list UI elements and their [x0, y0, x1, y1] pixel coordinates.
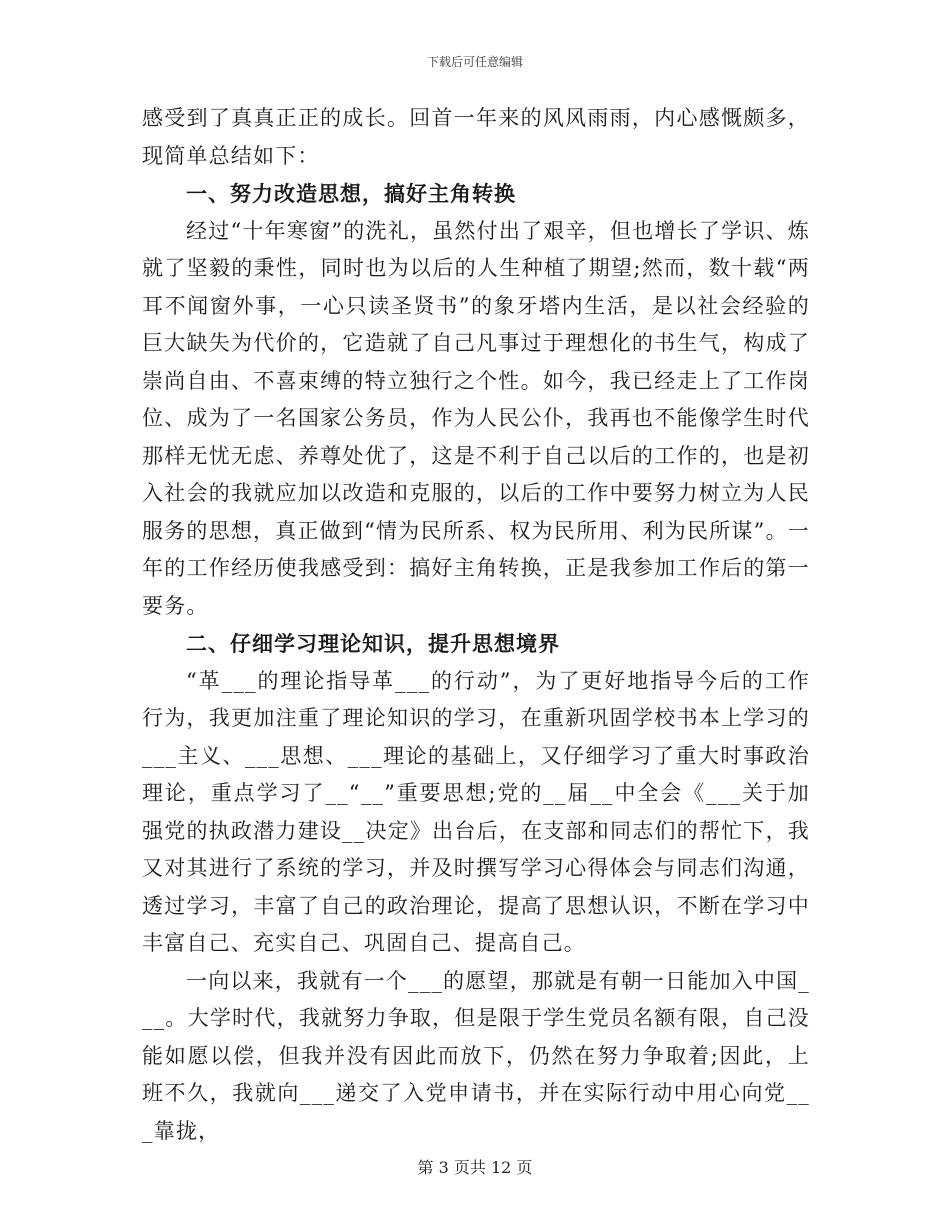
page-header: 下载后可任意编辑	[426, 55, 523, 69]
paragraph-continuation: 感受到了真真正正的成长。回首一年来的风风雨雨，内心感慨颇多，现简单总结如下：	[142, 106, 810, 168]
paragraph-theory-study: “革___的理论指导革___的行动”，为了更好地指导今后的工作行为，我更加注重了理论知识的学习，在重新巩固学校书本上学习的___主义、___思想、___理论的基础上，又仔细学习了重大时事政治理论，重点学习了__“__”重要思想;党的__届__中全会《___关于加强党的执政潜力建设__决定》出台后，在支部和同志们的帮忙下，我又对其进行了系统的学习，并及时撰写学习心得体会与同志们沟通，透过学习，丰富了自己的政治理论，提高了思想认识，不断在学习中丰富自己、充实自己、巩固自己、提高自己。	[142, 668, 810, 955]
section-heading-2: 二、仔细学习理论知识，提升思想境界	[186, 631, 560, 656]
document-body	[142, 100, 810, 1150]
page-number: 第 3 页共 12 页	[417, 1158, 533, 1177]
paragraph-party-aspiration: 一向以来，我就有一个___的愿望，那就是有朝一日能加入中国___。大学时代，我就努力争取，但是限于学生党员名额有限，自己没能如愿以偿，但我并没有因此而放下，仍然在努力争取着;因此，上班不久，我就向___递交了入党申请书，并在实际行动中用心向党___靠拢，	[142, 968, 810, 1143]
paragraph-role-change: 经过“十年寒窗”的洗礼，虽然付出了艰辛，但也增长了学识、炼就了坚毅的秉性，同时也为以后的人生种植了期望;然而，数十载“两耳不闻窗外事，一心只读圣贤书”的象牙塔内生活，是以社会经验的巨大缺失为代价的，它造就了自己凡事过于理想化的书生气，构成了崇尚自由、不喜束缚的特立独行之个性。如今，我已经走上了工作岗位、成为了一名国家公务员，作为人民公仆，我再也不能像学生时代那样无忧无虑、养尊处优了，这是不利于自己以后的工作的，也是初入社会的我就应加以改造和克服的，以后的工作中要努力树立为人民服务的思想，真正做到“情为民所系、权为民所用、利为民所谋”。一年的工作经历使我感受到：搞好主角转换，正是我参加工作后的第一要务。	[142, 218, 810, 618]
section-heading-1: 一、努力改造思想，搞好主角转换	[186, 181, 516, 206]
